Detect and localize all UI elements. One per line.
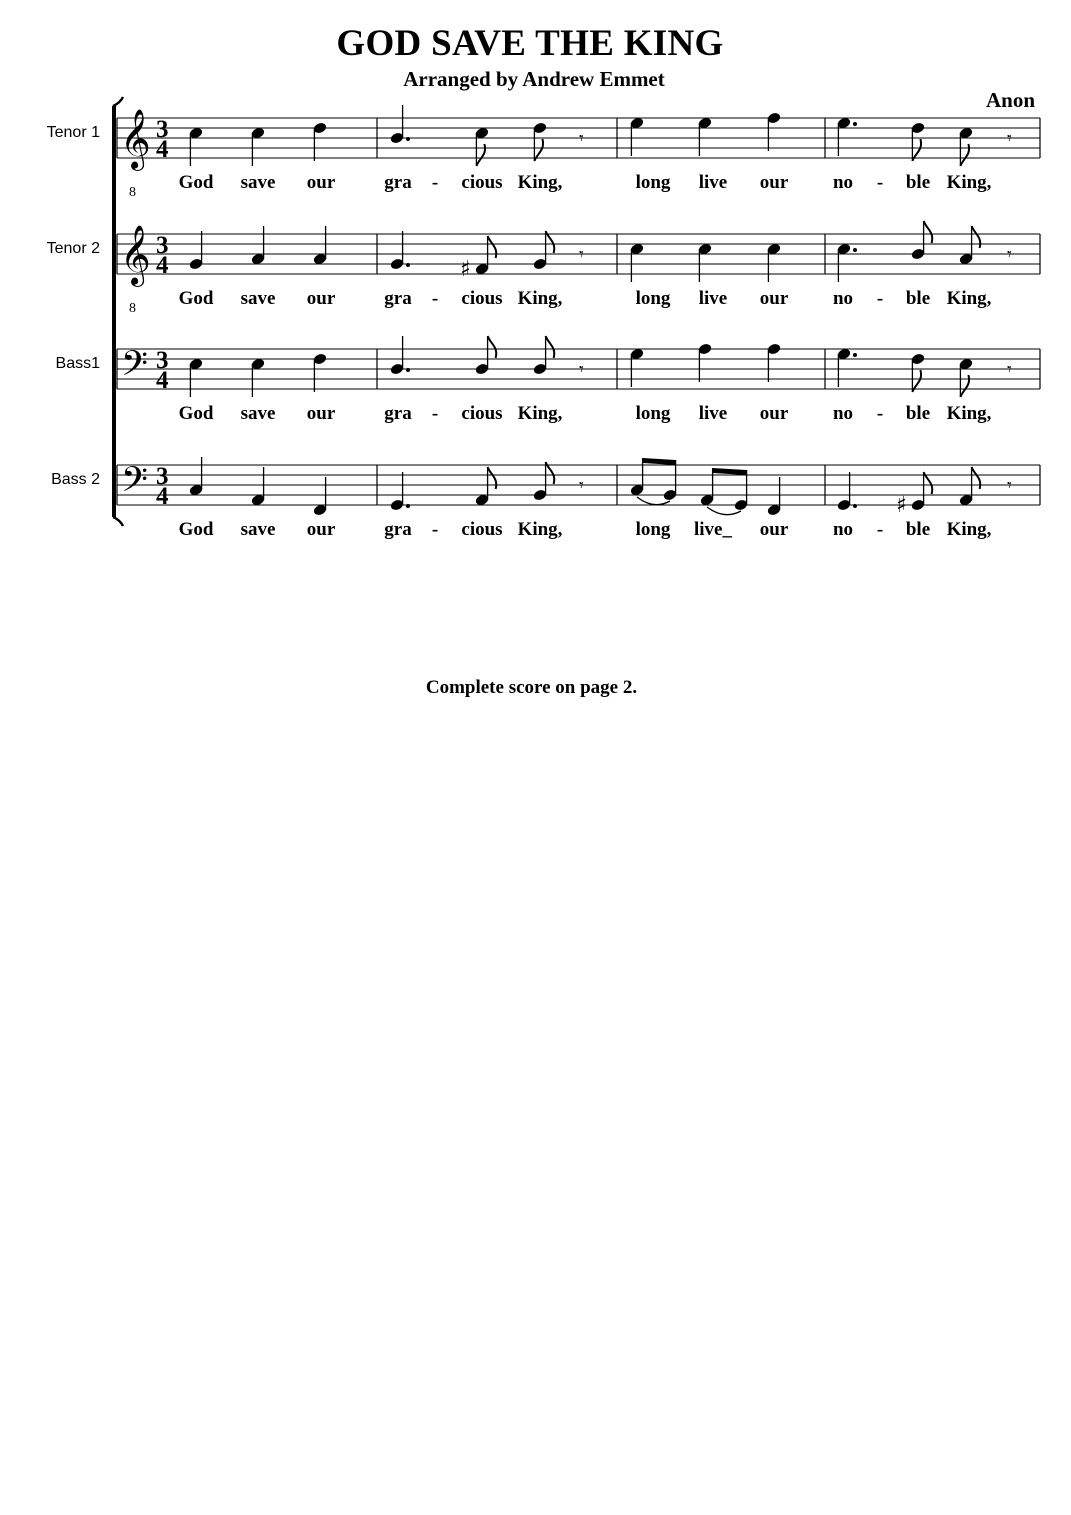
lyric-syllable: our [759,403,789,424]
staff-1 [117,105,1040,200]
lyric-syllable: King, [517,403,563,424]
lyric-syllable: no [832,172,854,193]
eighth-rest-icon: 𝄾 [1007,128,1012,149]
time-signature-top: 3 [156,347,169,374]
staff-2 [117,221,1040,316]
lyric-syllable: ble [905,519,931,540]
octave-mark: 8 [129,301,136,316]
lyric-syllable: long [635,403,671,424]
lyric-syllable: long [635,519,671,540]
lyric-syllable: - [876,288,884,309]
bass-clef-icon: 𝄢 [121,459,149,508]
lyric-syllable: King, [517,519,563,540]
lyric-syllable: our [306,403,336,424]
augmentation-dot [853,353,857,357]
eighth-flag [546,336,555,358]
staff-name-bass-2: Bass 2 [51,471,100,488]
lyric-syllable: gra [384,288,412,309]
lyric-syllable: King, [517,172,563,193]
treble-clef-icon: 𝄞 [120,225,151,285]
time-signature-bottom: 4 [156,136,169,163]
eighth-rest-icon: 𝄾 [1007,359,1012,380]
eighth-flag [476,144,485,166]
augmentation-dot [406,137,410,141]
eighth-rest-icon: 𝄾 [1007,244,1012,265]
time-signature-bottom: 4 [156,483,169,510]
lyric-syllable: cious [461,519,503,540]
lyric-syllable: save [240,288,276,309]
lyric-syllable: ble [905,288,931,309]
lyric-syllable: our [759,288,789,309]
lyric-syllable: long [635,172,671,193]
footer-note: Complete score on page 2. [425,677,638,698]
eighth-rest-icon: 𝄾 [579,128,584,149]
lyric-syllable: live [698,172,728,193]
lyric-syllable: long [635,288,671,309]
bracket-bottom-hook [113,517,123,526]
lyric-syllable: cious [461,172,503,193]
lyric-syllable: King, [946,519,992,540]
eighth-flag [972,467,981,489]
lyric-syllable: - [431,403,439,424]
lyric-syllable: our [306,519,336,540]
arranger-credit: Arranged by Andrew Emmet [403,67,665,91]
lyric-syllable: - [876,519,884,540]
staff-4 [117,457,1040,540]
eighth-rest-icon: 𝄾 [579,475,584,496]
lyric-syllable: our [306,288,336,309]
lyric-syllable: God [178,172,214,193]
lyric-syllable: no [832,519,854,540]
lyric-syllable: ble [905,403,931,424]
lyric-syllable: live [698,288,728,309]
time-signature-top: 3 [156,116,169,143]
sharp-icon: ♯ [896,493,907,518]
lyric-syllable: our [759,172,789,193]
score-title: GOD SAVE THE KING [336,23,724,64]
lyric-syllable: our [759,519,789,540]
lyric-syllable: God [178,403,214,424]
note-beam [713,468,747,475]
staff-3 [117,336,1040,424]
time-signature-top: 3 [156,463,169,490]
eighth-flag [488,236,497,258]
eighth-flag [488,467,497,489]
lyric-syllable: - [431,288,439,309]
lyric-syllable: - [876,172,884,193]
lyric-syllable: no [832,288,854,309]
lyric-syllable: King, [946,288,992,309]
lyric-syllable: King, [946,172,992,193]
eighth-flag [488,336,497,358]
lyric-syllable: gra [384,172,412,193]
augmentation-dot [853,504,857,508]
eighth-flag [924,221,933,243]
lyric-syllable: - [431,172,439,193]
lyric-syllable: save [240,403,276,424]
lyric-syllable: King, [517,288,563,309]
lyric-syllable: King, [946,403,992,424]
lyric-syllable: gra [384,519,412,540]
augmentation-dot [853,248,857,252]
treble-clef-icon: 𝄞 [120,109,151,169]
staff-name-bass-1: Bass1 [55,355,100,372]
lyric-syllable: - [876,403,884,424]
lyric-syllable: God [178,519,214,540]
lyric-syllable: no [832,403,854,424]
eighth-rest-icon: 𝄾 [1007,475,1012,496]
lyric-syllable: save [240,519,276,540]
lyric-syllable: live_ [694,519,732,540]
eighth-rest-icon: 𝄾 [579,359,584,380]
octave-mark: 8 [129,185,136,200]
composer-credit: Anon [985,88,1035,112]
staff-name-tenor-2: Tenor 2 [46,240,100,257]
time-signature-bottom: 4 [156,367,169,394]
bracket-top-hook [113,97,123,106]
staff-name-tenor-1: Tenor 1 [46,124,100,141]
augmentation-dot [406,504,410,508]
augmentation-dot [406,263,410,267]
augmentation-dot [406,368,410,372]
lyric-syllable: our [306,172,336,193]
augmentation-dot [853,122,857,126]
eighth-flag [972,226,981,248]
eighth-rest-icon: 𝄾 [579,244,584,265]
sharp-icon: ♯ [460,257,471,282]
lyric-syllable: live [698,403,728,424]
lyric-syllable: cious [461,403,503,424]
time-signature-bottom: 4 [156,252,169,279]
eighth-flag [960,144,969,166]
eighth-flag [960,375,969,397]
lyric-syllable: - [431,519,439,540]
lyric-syllable: save [240,172,276,193]
lyric-syllable: God [178,288,214,309]
lyric-syllable: gra [384,403,412,424]
lyric-syllable: cious [461,288,503,309]
lyric-syllable: ble [905,172,931,193]
bass-clef-icon: 𝄢 [121,343,149,392]
note-beam [643,458,676,465]
time-signature-top: 3 [156,232,169,259]
score-system [0,0,1071,640]
